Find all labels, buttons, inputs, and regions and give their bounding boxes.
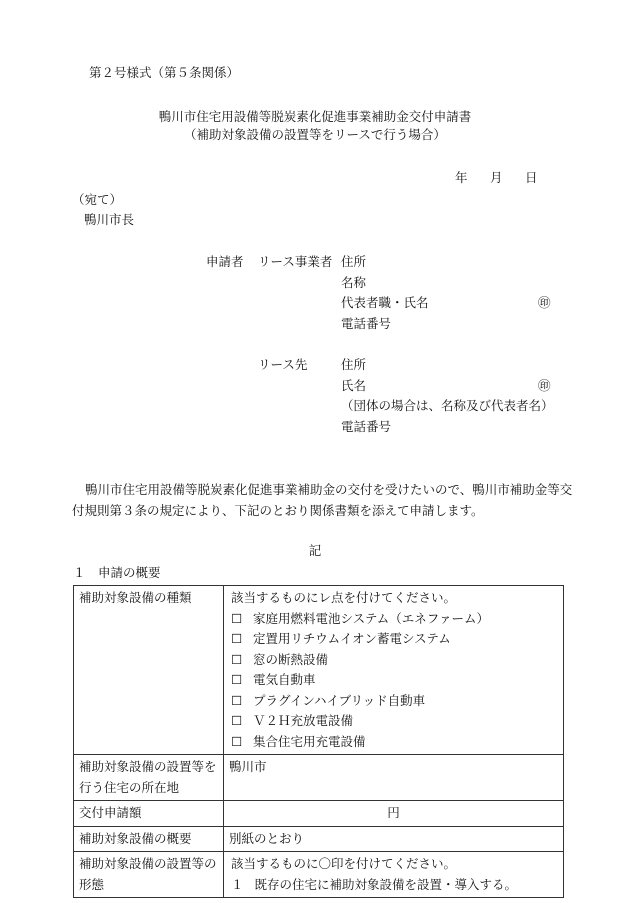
ki-heading: 記 [308,543,322,558]
table-row [74,801,564,827]
checkbox-icon[interactable]: ☐ [231,610,243,626]
form-option-number: １ [231,876,244,892]
amount-label: 交付申請額 [74,801,224,827]
overview-label: 補助対象設備の概要 [74,826,224,852]
document-title: 鴨川市住宅用設備等脱炭素化促進事業補助金交付申請書 [158,109,472,124]
equipment-option-ev[interactable] [229,670,558,691]
form-label [74,852,224,898]
lessee-phone-label: 電話番号 [341,419,392,434]
form-number: 第２号様式（第５条関係） [89,65,240,80]
amount-unit: 円 [387,805,400,820]
option-label: 家庭用燃料電池システム（エネファーム） [253,610,490,626]
table-row [74,852,564,898]
form-option-label: 既存の住宅に補助対象設備を設置・導入する。 [254,876,518,892]
lessor-name-label: 名称 [341,275,367,290]
location-value[interactable]: 鴨川市 [224,755,564,801]
addressee-name: 鴨川市長 [84,212,135,227]
table-row [74,755,564,801]
addressee-label: （宛て） [72,192,123,207]
applicant-label: 申請者 [206,254,244,269]
checkbox-icon[interactable]: ☐ [231,631,243,646]
table-row [74,826,564,852]
checkbox-icon[interactable]: ☐ [231,733,243,749]
lessee-seal-mark: ㊞ [538,378,551,393]
equipment-option-fuel-cell[interactable] [229,609,558,630]
location-label-line2: 行う住宅の所在地 [79,779,180,795]
option-label: 電気自動車 [253,672,316,687]
option-label: プラグインハイブリッド自動車 [253,692,426,708]
table-row [74,586,564,755]
equipment-type-cell [224,586,564,755]
body-text-line2: 付規則第３条の規定により、下記のとおり関係書類を添えて申請します。 [72,503,484,518]
location-label-line1: 補助対象設備の設置等を [79,759,217,774]
equipment-option-window[interactable] [229,650,558,671]
equipment-type-label: 補助対象設備の種類 [74,586,224,755]
checkbox-icon[interactable]: ☐ [231,672,243,687]
equipment-option-phev[interactable] [229,691,558,712]
equipment-option-battery[interactable] [229,629,558,650]
checkbox-icon[interactable]: ☐ [231,651,243,667]
amount-value[interactable] [224,801,564,827]
lessor-seal-mark: ㊞ [538,295,551,310]
equipment-option-v2h[interactable] [229,711,558,732]
lessor-label: リース事業者 [258,254,333,269]
lessee-group-note: （団体の場合は、名称及び代表者名） [341,398,554,413]
lessee-label: リース先 [258,357,308,372]
form-option-1[interactable] [229,875,558,896]
section1-title: １ 申請の概要 [73,565,161,580]
location-label [74,755,224,801]
lessee-name-label: 氏名 [341,378,367,393]
lessee-address-label: 住所 [341,357,367,372]
date-month: 月 [490,170,503,185]
equipment-type-instruction: 該当するものにレ点を付けてください。 [231,590,457,605]
equipment-option-charger[interactable] [229,732,558,753]
lessor-phone-label: 電話番号 [341,316,392,331]
document-subtitle: （補助対象設備の設置等をリースで行う場合） [184,127,446,142]
form-label-line1: 補助対象設備の設置等の [79,856,217,871]
date-day: 日 [525,170,538,185]
form-instruction: 該当するものに〇印を付けてください。 [231,856,457,871]
checkbox-icon[interactable]: ☐ [231,713,243,728]
option-label: 窓の断熱設備 [253,651,329,667]
body-text-line1: 鴨川市住宅用設備等脱炭素化促進事業補助金の交付を受けたいので、鴨川市補助金等交 [85,482,573,497]
option-label: 定置用リチウムイオン蓄電システム [253,631,451,646]
option-label: 集合住宅用充電設備 [253,733,366,749]
lessor-address-label: 住所 [341,254,367,269]
date-year: 年 [455,170,468,185]
option-label: Ｖ２Ｈ充放電設備 [253,713,354,728]
form-label-line2: 形態 [79,876,105,892]
form-cell [224,852,564,898]
lessor-representative-label: 代表者職・氏名 [341,295,429,310]
overview-value: 別紙のとおり [224,826,564,852]
application-summary-table [73,585,564,898]
checkbox-icon[interactable]: ☐ [231,692,243,708]
